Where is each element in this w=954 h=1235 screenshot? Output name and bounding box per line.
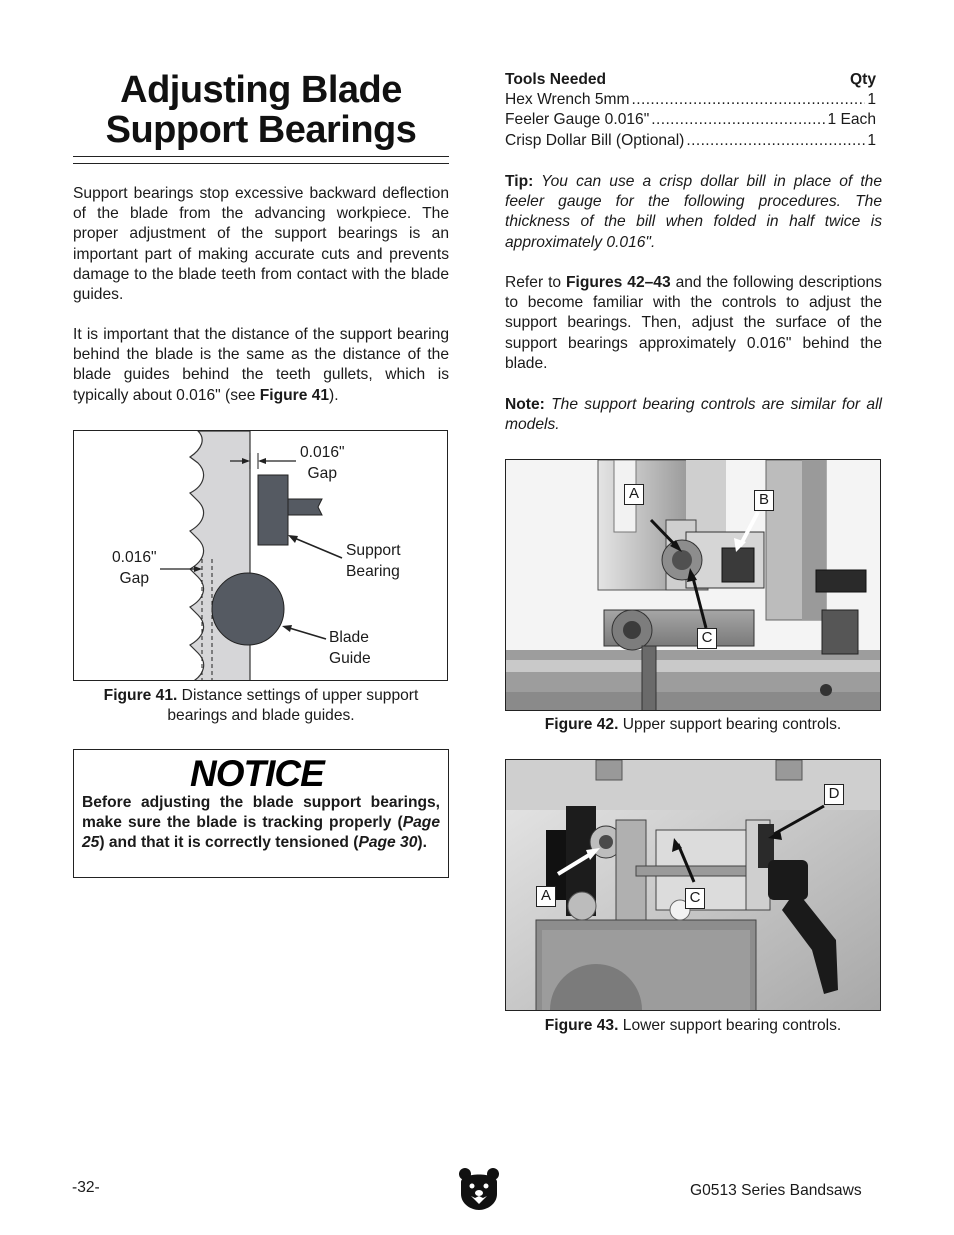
left-gap-word: Gap — [119, 569, 150, 587]
blade-guide-circle — [212, 573, 284, 645]
figure-42-photo — [505, 459, 881, 711]
figure-42-caption-text: Upper support bearing controls. — [618, 716, 842, 733]
intro-paragraph-2 — [73, 325, 449, 406]
intro-p2-end: ). — [329, 386, 339, 404]
figure-43-callout-a: A — [536, 886, 556, 907]
figure-41-diagram — [73, 430, 448, 681]
refer-paragraph — [505, 273, 882, 374]
tools-needed-table — [505, 70, 876, 151]
notice-heading: NOTICE — [190, 753, 324, 794]
blade-guide-label-line-1: Blade — [329, 629, 369, 646]
figure-43-callout-d: D — [824, 784, 844, 805]
tool-qty: 1 — [867, 91, 876, 109]
figure-42-callout-a: A — [624, 484, 644, 505]
top-gap-word: Gap — [307, 464, 338, 482]
page-title-line-2: Support Bearings — [105, 109, 417, 151]
support-bearing-label — [346, 541, 401, 582]
intro-paragraph-1: Support bearings stop excessive backward deflection of the blade from the advancing workpiece. The proper adjustment of the support bearings is an important part of making accurate cuts and prevents damage to the blade teeth from contact with the blade guides. — [73, 185, 449, 304]
figure-43-caption — [505, 1016, 881, 1036]
tool-row — [505, 90, 876, 110]
notice-page-ref-tracking: Page 25 — [82, 814, 440, 852]
page-title-line-1: Adjusting Blade — [120, 69, 402, 111]
tools-header — [505, 70, 876, 90]
tool-name: Hex Wrench 5mm — [505, 91, 630, 109]
figure-42-callout-b: B — [754, 490, 774, 511]
tool-name: Crisp Dollar Bill (Optional) — [505, 131, 685, 149]
top-gap-label — [300, 443, 345, 484]
support-bearing-label-line-2: Bearing — [346, 562, 400, 580]
figure-41-caption-text: Distance settings of upper support bearings and blade guides. — [167, 687, 419, 724]
figure-42-caption — [505, 715, 881, 735]
grizzly-bear-head-icon — [457, 1166, 501, 1217]
leader-dots — [686, 131, 865, 151]
support-bearing-block — [258, 475, 288, 545]
tip-text: You can use a crisp dollar bill in place of the feeler gauge for the following procedures. The thickness of the bill when folded in half twice is approximately 0.016". — [505, 173, 882, 251]
notice-page-ref-tension: Page 30 — [358, 834, 418, 852]
figure-43-caption-text: Lower support bearing controls. — [618, 1017, 842, 1034]
figure-41-reference: Figure 41 — [259, 386, 330, 404]
leader-dots — [651, 110, 825, 130]
note-paragraph — [505, 395, 882, 435]
support-bearing-shaft — [288, 499, 322, 515]
notice-box — [73, 749, 449, 878]
figure-41-caption — [73, 686, 449, 726]
figure-43-photo — [505, 759, 881, 1011]
tip-label: Tip: — [505, 173, 534, 190]
tip-paragraph — [505, 172, 882, 253]
tool-qty: 1 — [867, 131, 876, 149]
tool-name: Feeler Gauge 0.016" — [505, 111, 650, 129]
series-name: G0513 Series Bandsaws — [690, 1182, 862, 1199]
notice-body — [82, 793, 440, 854]
figure-43-caption-label: Figure 43. — [544, 1017, 619, 1034]
title-rule-top — [73, 156, 449, 157]
leader-dots — [632, 90, 866, 110]
title-rule-bottom — [73, 163, 449, 164]
tools-header-name: Tools Needed — [505, 71, 607, 88]
figures-42-43-reference: Figures 42–43 — [566, 274, 671, 291]
notice-text-2: ) and that it is correctly tensioned ( — [99, 834, 359, 852]
notice-text-3: ). — [417, 834, 427, 852]
top-gap-value: 0.016" — [300, 444, 345, 461]
tool-qty: 1 Each — [827, 111, 876, 129]
refer-pre: Refer to — [505, 274, 567, 291]
figure-43-callout-c: C — [685, 888, 705, 909]
intro-p2-text: It is important that the distance of the support bearing behind the blade is the same as the distance of the blade guides behind the teeth gullets, which is typically about 0.016" (see — [73, 326, 449, 404]
notice-text-1: Before adjusting the blade support bearings, make sure the blade is tracking properly ( — [82, 794, 440, 832]
figure-42-caption-label: Figure 42. — [544, 716, 619, 733]
left-gap-label — [112, 548, 157, 589]
figure-41-caption-label: Figure 41. — [103, 687, 178, 704]
tool-row — [505, 131, 876, 151]
refer-post: and the following descriptions to become familiar with the controls to adjust the support bearings. Then, adjust the surface of the support bearings approximately 0.016" behind the blade. — [505, 274, 882, 372]
tool-row — [505, 110, 876, 130]
support-bearing-label-line-1: Support — [346, 542, 401, 559]
page-title — [72, 70, 450, 150]
left-gap-value: 0.016" — [112, 549, 157, 566]
note-label: Note: — [505, 396, 545, 413]
note-text: The support bearing controls are similar for all models. — [505, 396, 882, 434]
blade-guide-label-line-2: Guide — [329, 649, 371, 667]
tools-header-qty: Qty — [850, 71, 876, 88]
blade-guide-label — [329, 628, 371, 669]
figure-42-callout-c: C — [697, 628, 717, 649]
page-number: -32- — [72, 1179, 100, 1196]
